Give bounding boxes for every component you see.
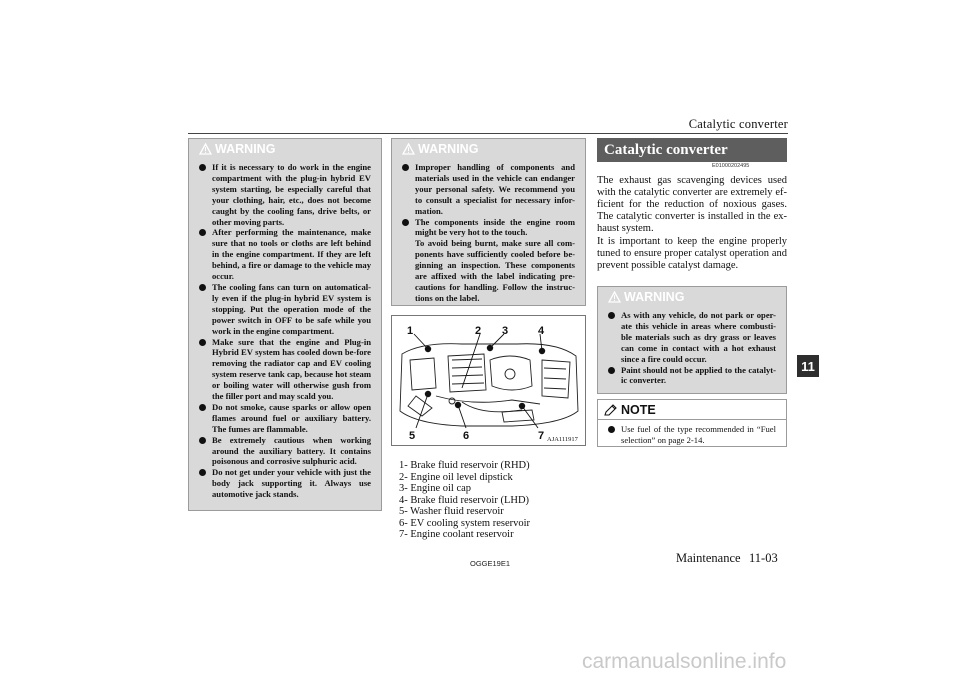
warning-item: Do not get under your vehicle with just the body jack supporting it. Always use automotive jack stands. bbox=[199, 467, 371, 500]
bullet-icon bbox=[402, 164, 409, 171]
bullet-icon bbox=[199, 339, 206, 346]
bullet-icon bbox=[199, 437, 206, 444]
note-list bbox=[598, 420, 786, 445]
watermark: carmanualsonline.info bbox=[582, 650, 787, 673]
note-label: NOTE bbox=[621, 402, 656, 417]
section-paragraph: The exhaust gas scavenging devices used with the catalytic converter are extremely ef-ficient for the reduction of noxious gases. The catalytic converter is installed in the ex-haust system. bbox=[597, 175, 787, 234]
warning-list bbox=[189, 158, 381, 500]
figure-code: AJA111917 bbox=[547, 436, 578, 443]
section-paragraph: It is important to keep the engine properly tuned to ensure proper catalyst operation and prevent possible catalyst damage. bbox=[597, 236, 787, 271]
section-title: Catalytic converter bbox=[597, 138, 787, 162]
footer-page-number: 11-03 bbox=[749, 551, 778, 565]
warning-item: The components inside the engine room might be very hot to the touch. To avoid being burnt, make sure all com-ponents have sufficiently cooled before be-ginning an inspection. These components are affixed with the label indicating pre-cautions for handling. Follow the instruc-tions on the label. bbox=[402, 217, 575, 304]
bullet-icon bbox=[608, 367, 615, 374]
warning-list bbox=[392, 158, 585, 304]
warning-box-middle bbox=[391, 138, 586, 306]
warning-header bbox=[392, 139, 585, 158]
warning-list bbox=[598, 306, 786, 386]
figure-legend bbox=[399, 460, 530, 541]
legend-item: 7- Engine coolant reservoir bbox=[399, 529, 514, 540]
warning-item: Make sure that the engine and Plug-in Hybrid EV system has cooled down be-fore removing the radiator cap and EV cooling system reserve tank cap, because hot steam or boiling water will otherwise gush from the filler port and may scald you. bbox=[199, 337, 371, 402]
pencil-note-icon bbox=[604, 404, 618, 416]
bullet-icon bbox=[199, 469, 206, 476]
legend-item: 5- Washer fluid reservoir bbox=[399, 506, 504, 517]
warning-box-left bbox=[188, 138, 382, 511]
callout-7: 7 bbox=[538, 430, 545, 442]
callout-1: 1 bbox=[407, 325, 414, 337]
note-item: Use fuel of the type recommended in “Fuel selection” on page 2-14. bbox=[608, 424, 776, 445]
warning-item: If it is necessary to do work in the engine compartment with the plug-in hybrid EV system starting, be especially careful that your clothing, hair, etc., does not become caught by the cooling fans, drive belts, or other moving parts. bbox=[199, 162, 371, 227]
callout-4: 4 bbox=[538, 325, 545, 337]
bullet-icon bbox=[199, 404, 206, 411]
warning-label: WARNING bbox=[215, 141, 276, 156]
bullet-icon bbox=[199, 164, 206, 171]
footer-section-name: Maintenance bbox=[676, 551, 741, 565]
warning-box-right bbox=[597, 286, 787, 394]
warning-item: After performing the maintenance, make sure that no tools or cloths are left behind in the engine compartment. If they are left behind, a fire or damage to the vehicle may occur. bbox=[199, 227, 371, 282]
running-header-title: Catalytic converter bbox=[688, 117, 788, 131]
warning-label: WARNING bbox=[418, 141, 479, 156]
bullet-icon bbox=[199, 229, 206, 236]
legend-item: 1- Brake fluid reservoir (RHD) bbox=[399, 460, 530, 471]
warning-item: Paint should not be applied to the catalyt-ic converter. bbox=[608, 365, 776, 387]
section-code: E01000202495 bbox=[712, 163, 750, 169]
legend-item: 4- Brake fluid reservoir (LHD) bbox=[399, 494, 530, 506]
callout-5: 5 bbox=[409, 430, 416, 442]
chapter-tab: 11 bbox=[797, 355, 819, 377]
document-code: OGGE19E1 bbox=[470, 559, 511, 568]
warning-item: Do not smoke, cause sparks or allow open flames around fuel or auxiliary battery. The fumes are flammable. bbox=[199, 402, 371, 435]
callout-3: 3 bbox=[502, 325, 509, 337]
bullet-icon bbox=[608, 426, 615, 433]
warning-label: WARNING bbox=[624, 289, 685, 304]
warning-triangle-icon bbox=[199, 143, 212, 155]
warning-header bbox=[189, 139, 381, 158]
note-header bbox=[598, 400, 786, 420]
callout-6: 6 bbox=[463, 430, 470, 442]
warning-header bbox=[598, 287, 786, 306]
engine-illustration bbox=[392, 316, 585, 445]
header-rule bbox=[188, 133, 788, 134]
bullet-icon bbox=[199, 284, 206, 291]
engine-compartment-figure bbox=[391, 315, 586, 446]
warning-triangle-icon bbox=[608, 291, 621, 303]
bullet-icon bbox=[608, 312, 615, 319]
warning-item: Be extremely cautious when working around the auxiliary battery. It contains poisonous and corrosive sulphuric acid. bbox=[199, 435, 371, 468]
legend-item: 6- EV cooling system reservoir bbox=[399, 517, 531, 529]
note-box bbox=[597, 399, 787, 447]
legend-item: 3- Engine oil cap bbox=[399, 483, 472, 494]
warning-item: Improper handling of components and materials used in the vehicle can endanger your personal safety. We recommend you to consult a specialist for necessary infor-mation. bbox=[402, 162, 575, 217]
callout-2: 2 bbox=[475, 325, 482, 337]
bullet-icon bbox=[402, 219, 409, 226]
warning-item: As with any vehicle, do not park or oper-ate this vehicle in areas where combusti-ble materials such as dry grass or leaves can come in contact with a hot exhaust since a fire could occur. bbox=[608, 310, 776, 365]
legend-item: 2- Engine oil level dipstick bbox=[399, 471, 513, 483]
warning-triangle-icon bbox=[402, 143, 415, 155]
warning-item: The cooling fans can turn on automatical-ly even if the plug-in hybrid EV system is stopping. Put the operation mode of the power switch in OFF to be safe while you work in the engine compartment. bbox=[199, 282, 371, 337]
